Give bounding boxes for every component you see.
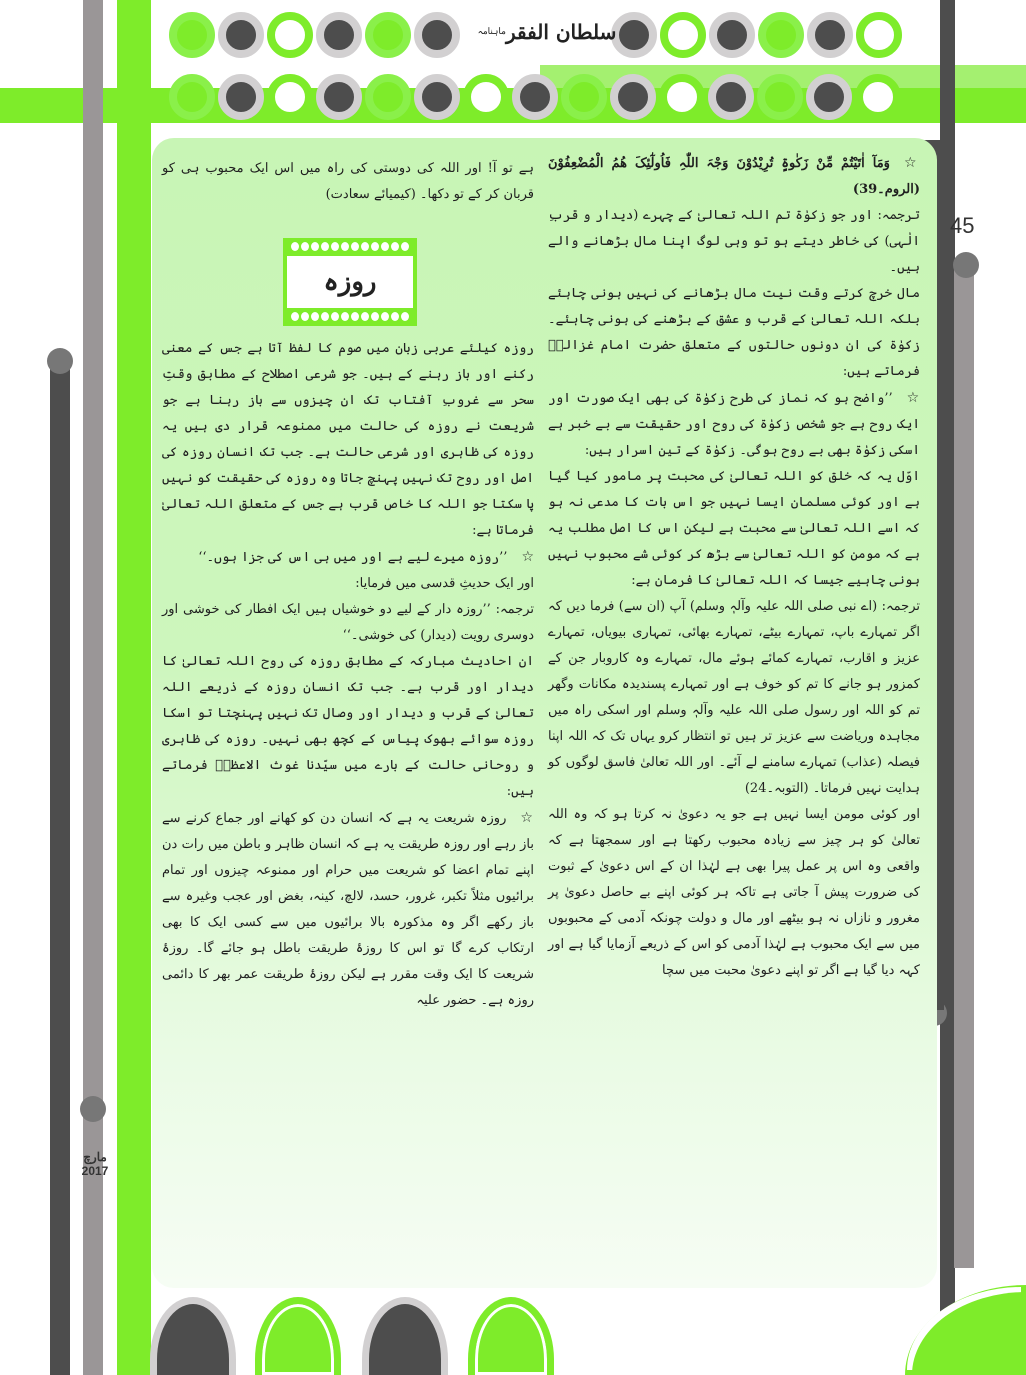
header-circle bbox=[267, 12, 313, 58]
paragraph bbox=[548, 385, 920, 464]
paragraph-text: اور کوئی مومن ایسا نہیں ہے جو یہ دعویٰ نہ کرتا ہو کہ وہ اللہ تعالیٰ کو ہر چیز سے زیادہ محبوب رکھتا ہے اور سمجھتا ہے کہ واقعی وہ اس پر عمل پیرا بھی ہے لہٰذا ان کے اس دعویٰ کے ثبوت کی ضرورت پیش آ جاتی ہے تاکہ ہر کوئی اپنے بے حاصل دعویٰ پر مغرور و نازاں نہ ہو بیٹھے اور مال و دولت چونکہ آدمی کے محبوبوں میں سے ایک محبوب ہے لہٰذا آدمی کو اس کے ذریعے آزمایا گیا ہے اور کہہ دیا گیا ہے اگر تو اپنے دعویٰ محبت میں سچا bbox=[548, 807, 920, 978]
paragraph bbox=[548, 464, 920, 594]
left-bar-top-knob bbox=[47, 348, 73, 374]
right-gray-bar bbox=[954, 268, 974, 1268]
film-holes-bottom bbox=[291, 312, 409, 322]
paragraph-text: ’’روزہ میرے لیے ہے اور میں ہی اس کی جزا ہوں۔‘‘ bbox=[198, 550, 508, 565]
header-circle bbox=[316, 74, 362, 120]
header-circle bbox=[365, 74, 411, 120]
section-title: روزہ bbox=[287, 256, 413, 308]
header-circle bbox=[414, 74, 460, 120]
footer-arch-green-2 bbox=[468, 1297, 554, 1375]
left-green-bar bbox=[117, 0, 151, 1375]
paragraph bbox=[548, 802, 920, 984]
header-circle bbox=[267, 74, 313, 120]
paragraph bbox=[162, 336, 534, 544]
paragraph-text: ہے تو آ! اور اللہ کی دوستی کی راہ میں اس ایک محبوب ہی کو قربان کر کے تو دکھا۔ (کیمیائے سعادت) bbox=[162, 161, 534, 202]
header-circle bbox=[660, 12, 706, 58]
logo-title: سلطان الفقر bbox=[505, 20, 617, 44]
paragraph-text: ’’واضح ہو کہ نماز کی طرح زکوٰۃ کی بھی ایک صورت اور ایک روح ہے جو شخص زکوٰۃ کی روح اور حقیقت سے بے خبر ہے اسکی زکوٰۃ بھی بے روح ہوگی۔ زکوٰۃ کے تین اسرار ہیں: bbox=[548, 391, 920, 458]
star-bullet-icon: ☆ bbox=[906, 390, 920, 406]
left-bar-bottom-knob bbox=[80, 1096, 106, 1122]
header-circle bbox=[659, 74, 705, 120]
section-title-frame bbox=[283, 238, 417, 326]
paragraph-text: مال خرچ کرتے وقت نیت مال بڑھانے کی نہیں ہونی چاہئے بلکہ اللہ تعالیٰ کے قرب و عشق کے بڑھنے کی ہونی چاہئے۔ زکوٰۃ کی ان دونوں حالتوں کے متعلق حضرت امام غزالیؒ فرماتے ہیں: bbox=[548, 286, 920, 379]
magazine-logo bbox=[470, 12, 620, 52]
header-circle bbox=[414, 12, 460, 58]
header-circle bbox=[561, 74, 607, 120]
page-number: 45 bbox=[950, 213, 975, 238]
header-circle bbox=[856, 12, 902, 58]
header-circle bbox=[463, 74, 509, 120]
footer-arch-green-1 bbox=[255, 1297, 341, 1375]
header-circle bbox=[807, 12, 853, 58]
header-circle bbox=[708, 74, 754, 120]
film-holes-top bbox=[291, 242, 409, 252]
header-circle bbox=[806, 74, 852, 120]
paragraph bbox=[162, 544, 534, 571]
issue-date bbox=[70, 1150, 120, 1178]
header-circle bbox=[218, 74, 264, 120]
paragraph-text: ترجمہ: ’’روزہ دار کے لیے دو خوشیاں ہیں ایک افطار کی خوشی اور دوسری رویت (دیدار) کی خوشی۔‘‘ bbox=[162, 602, 534, 643]
header-circle bbox=[610, 74, 656, 120]
paragraph bbox=[548, 150, 920, 203]
paragraph-text: ان احادیث مبارکہ کے مطابق روزہ کی روح اللہ تعالیٰ کا دیدار اور قرب ہے۔ جب تک انسان روزہ کے ذریعے اللہ تعالیٰ کے قرب و دیدار اور وصال تک نہیں پہنچتا تو اسکا روزہ سوائے بھوک پیاس کے کچھ بھی نہیں۔ روزہ کی ظاہری و روحانی حالت کے بارے میں سیّدنا غوث الاعظمؓ فرماتے ہیں: bbox=[162, 654, 534, 799]
star-bullet-icon: ☆ bbox=[903, 155, 920, 171]
header-circle bbox=[316, 12, 362, 58]
paragraph bbox=[548, 594, 920, 802]
footer-arch-dark-2 bbox=[362, 1297, 448, 1375]
star-bullet-icon: ☆ bbox=[521, 549, 534, 565]
header-circle bbox=[218, 12, 264, 58]
paragraph-text: اوّل یہ کہ خلق کو اللہ تعالیٰ کی محبت پر مامور کیا گیا ہے اور کوئی مسلمان ایسا نہیں جو اس بات کا مدعی نہ ہو کہ اسے اللہ تعالیٰ سے محبت ہے لیکن اس کا اصل مطلب یہ ہے کہ مومن کو اللہ تعالیٰ سے بڑھ کر کوئی شے محبوب نہیں ہونی چاہیے جیسا کہ اللہ تعالیٰ کا فرمان ہے: bbox=[548, 469, 920, 588]
paragraph bbox=[162, 156, 534, 208]
paragraph-text: ترجمہ: اور جو زکوٰۃ تم اللہ تعالیٰ کے چہرے (دیدار و قربِ الٰہی) کی خاطر دیتے ہو تو وہی لوگ اپنا مال بڑھانے والے ہیں۔ bbox=[548, 208, 920, 275]
paragraph bbox=[162, 597, 534, 649]
header-circle bbox=[757, 74, 803, 120]
paragraph bbox=[548, 281, 920, 385]
header-circle bbox=[758, 12, 804, 58]
star-bullet-icon: ☆ bbox=[520, 810, 534, 826]
paragraph bbox=[162, 649, 534, 805]
header-circle bbox=[855, 74, 901, 120]
header-circle bbox=[365, 12, 411, 58]
header-circle bbox=[169, 74, 215, 120]
footer-arch-dark-1 bbox=[150, 1297, 236, 1375]
paragraph-text: اور ایک حدیثِ قدسی میں فرمایا: bbox=[355, 576, 534, 591]
header-circle bbox=[512, 74, 558, 120]
paragraph-text: روزہ شریعت یہ ہے کہ انسان دن کو کھانے اور جماع کرنے سے باز رہے اور روزہ طریقت یہ ہے کہ انسان ظاہر و باطن میں رات دن اپنے تمام اعضا کو شریعت میں حرام اور ممنوعہ چیزوں اور تمام برائیوں مثلاً تکبر، غرور، حسد، لالچ، کینہ، بغض اور عجب وغیرہ سے باز رکھے اگر وہ مذکورہ بالا برائیوں میں سے کسی ایک کا بھی ارتکاب کرے گا تو اس کا روزۂ طریقت باطل ہو جائے گا۔ روزۂ شریعت کا ایک وقت مقرر ہے لیکن روزۂ طریقت عمر بھر کا دائمی روزہ ہے۔ حضور علیہ bbox=[162, 811, 534, 1008]
left-dark-bar bbox=[50, 360, 70, 1375]
header-circle bbox=[709, 12, 755, 58]
paragraph bbox=[548, 203, 920, 281]
issue-month: مارچ bbox=[83, 1150, 107, 1164]
paragraph-text: وَمَآ اٰتَیْتُمْ مِّنْ زَکٰوۃٍ تُرِیْدُوْنَ وَجْہَ اللّٰہِ فَاُولٰٓئِکَ ھُمُ الْمُضْعِفُوْنَ (الروم۔39) bbox=[548, 156, 920, 197]
logo-prefix: ماہنامہ bbox=[477, 27, 506, 37]
right-bar-top-knob bbox=[953, 252, 979, 278]
paragraph-text: روزہ کیلئے عربی زبان میں صوم کا لفظ آتا ہے جس کے معنی رکنے اور باز رہنے کے ہیں۔ جو شرعی اصطلاح کے مطابق وقتِ سحر سے غروبِ آفتاب تک ان چیزوں سے باز رہنا ہے جو شریعت نے روزہ کی حالت میں ممنوعہ قرار دی ہیں یہ روزہ کی ظاہری اور شرعی حالت ہے۔ جب تک انسان روزہ کی اصل اور روح تک نہیں پہنچ جاتا وہ روزہ کی حقیقت کو نہیں پا سکتا جو اللہ کا خاص قرب ہے جس کے متعلق اللہ تعالیٰ فرماتا ہے: bbox=[162, 341, 534, 538]
paragraph bbox=[162, 805, 534, 1014]
paragraph bbox=[162, 571, 534, 597]
header-circle bbox=[169, 12, 215, 58]
paragraph-text: ترجمہ: (اے نبی صلی اللہ علیہ وآلہٖ وسلم) آپ (ان سے) فرما دیں کہ اگر تمہارے باپ، تمہارے بیٹے، تمہارے بھائی، تمہاری بیویاں، تمہارے عزیز و اقارب، تمہارے کمائے ہوئے مال، تمہارے وہ کاروبار جن کے کمزور ہو جانے کا تم کو خوف ہے اور تمہارے پسندیدہ مکانات وگھر تم کو اللہ اور رسول صلی اللہ علیہ وآلہٖ وسلم اور اسکی راہ میں مجاہدہ وریاضت سے عزیز تر ہیں تو انتظار کرو یہاں تک کہ اللہ اپنا فیصلہ (عذاب) تمہارے سامنے لے آئے۔ اور اللہ تعالیٰ فاسق لوگوں کو ہدایت نہیں فرماتا۔ (التوبہ۔24) bbox=[548, 599, 920, 796]
right-text-column bbox=[548, 150, 920, 984]
issue-year: 2017 bbox=[81, 1164, 109, 1178]
footer-big-green-circle bbox=[912, 1292, 1026, 1375]
